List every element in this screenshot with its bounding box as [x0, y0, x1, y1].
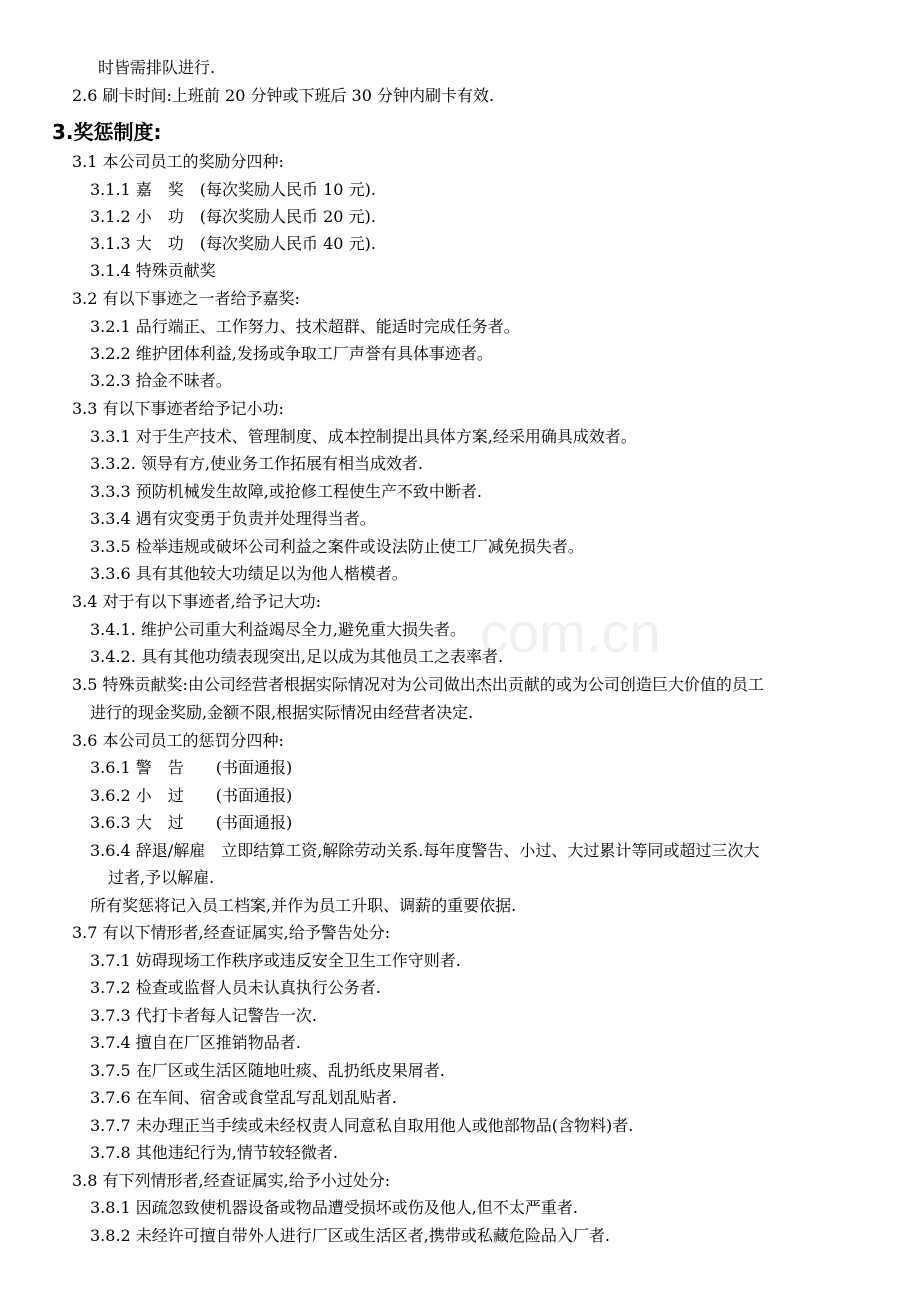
text-line: 3.8 有下列情形者,经查证属实,给予小过处分:: [72, 1171, 391, 1190]
watermark: com.cn: [480, 601, 661, 664]
text-line: 3.3.3 预防机械发生故障,或抢修工程使生产不致中断者.: [90, 482, 482, 501]
text-line: 3.8.2 未经许可擅自带外人进行厂区或生活区者,携带或私藏危险品入厂者.: [90, 1226, 610, 1245]
text-line: 3.1.1 嘉 奖 (每次奖励人民币 10 元).: [90, 180, 376, 199]
text-line: 3.4.2. 具有其他功绩表现突出,足以成为其他员工之表率者.: [90, 647, 504, 666]
text-line: 3.4.1. 维护公司重大利益竭尽全力,避免重大损失者。: [90, 620, 466, 639]
text-line: 3.3.6 具有其他较大功绩足以为他人楷模者。: [90, 564, 408, 583]
text-line: 3.7.6 在车间、宿舍或食堂乱写乱划乱贴者.: [90, 1088, 397, 1107]
text-line: 3.1 本公司员工的奖励分四种:: [72, 152, 284, 171]
text-line: 3.2.3 拾金不昧者。: [90, 371, 232, 390]
text-line: 3.6.3 大 过 (书面通报): [90, 813, 293, 832]
text-line: 3.3.4 遇有灾变勇于负责并处理得当者。: [90, 509, 376, 528]
text-line: 3.4 对于有以下事迹者,给予记大功:: [72, 592, 322, 611]
section-heading: 3.奖惩制度:: [52, 120, 162, 144]
text-line: 过者,予以解雇.: [108, 868, 215, 887]
text-line: 3.7.7 未办理正当手续或未经权责人同意私自取用他人或他部物品(含物料)者.: [90, 1116, 634, 1135]
text-line: 时皆需排队进行.: [98, 58, 216, 77]
text-line: 3.6.2 小 过 (书面通报): [90, 786, 293, 805]
text-line: 3.2.1 品行端正、工作努力、技术超群、能适时完成任务者。: [90, 317, 520, 336]
text-line: 3.2 有以下事迹之一者给予嘉奖:: [72, 289, 300, 308]
text-line: 3.1.2 小 功 (每次奖励人民币 20 元).: [90, 207, 376, 226]
text-line: 进行的现金奖励,金额不限,根据实际情况由经营者决定.: [90, 703, 474, 722]
text-line: 3.7.8 其他违纪行为,情节较轻微者.: [90, 1143, 338, 1162]
text-line: 3.3.2. 领导有方,使业务工作拓展有相当成效者.: [90, 454, 424, 473]
text-line: 3.8.1 因疏忽致使机器设备或物品遭受损坏或伤及他人,但不太严重者.: [90, 1198, 578, 1217]
text-line: 2.6 刷卡时间:上班前 20 分钟或下班后 30 分钟内刷卡有效.: [72, 86, 495, 105]
text-line: 3.7.2 检查或监督人员未认真执行公务者.: [90, 978, 381, 997]
text-line: 3.2.2 维护团体利益,发扬或争取工厂声誉有具体事迹者。: [90, 344, 493, 363]
text-line: 3.1.4 特殊贡献奖: [90, 261, 216, 280]
text-line: 3.3.1 对于生产技术、管理制度、成本控制提出具体方案,经采用确具成效者。: [90, 427, 637, 446]
text-line: 3.3 有以下事迹者给予记小功:: [72, 399, 284, 418]
text-line: 3.6 本公司员工的惩罚分四种:: [72, 731, 284, 750]
text-line: 3.6.4 辞退/解雇 立即结算工资,解除劳动关系.每年度警告、小过、大过累计等同或超过三次大: [90, 841, 760, 860]
text-line: 3.7 有以下情形者,经查证属实,给予警告处分:: [72, 923, 391, 942]
text-line: 3.7.4 擅自在厂区推销物品者.: [90, 1033, 301, 1052]
text-line: 3.7.1 妨碍现场工作秩序或违反安全卫生工作守则者.: [90, 951, 461, 970]
text-line: 3.1.3 大 功 (每次奖励人民币 40 元).: [90, 234, 376, 253]
text-line: 3.6.1 警 告 (书面通报): [90, 758, 293, 777]
text-line: 3.7.3 代打卡者每人记警告一次.: [90, 1006, 317, 1025]
text-line: 3.7.5 在厂区或生活区随地吐痰、乱扔纸皮果屑者.: [90, 1061, 445, 1080]
text-line: 3.5 特殊贡献奖:由公司经营者根据实际情况对为公司做出杰出贡献的或为公司创造巨大价值的员工: [72, 675, 764, 694]
text-line: 3.3.5 检举违规或破坏公司利益之案件或设法防止使工厂减免损失者。: [90, 537, 584, 556]
text-line: 所有奖惩将记入员工档案,并作为员工升职、调薪的重要依据.: [90, 896, 517, 915]
